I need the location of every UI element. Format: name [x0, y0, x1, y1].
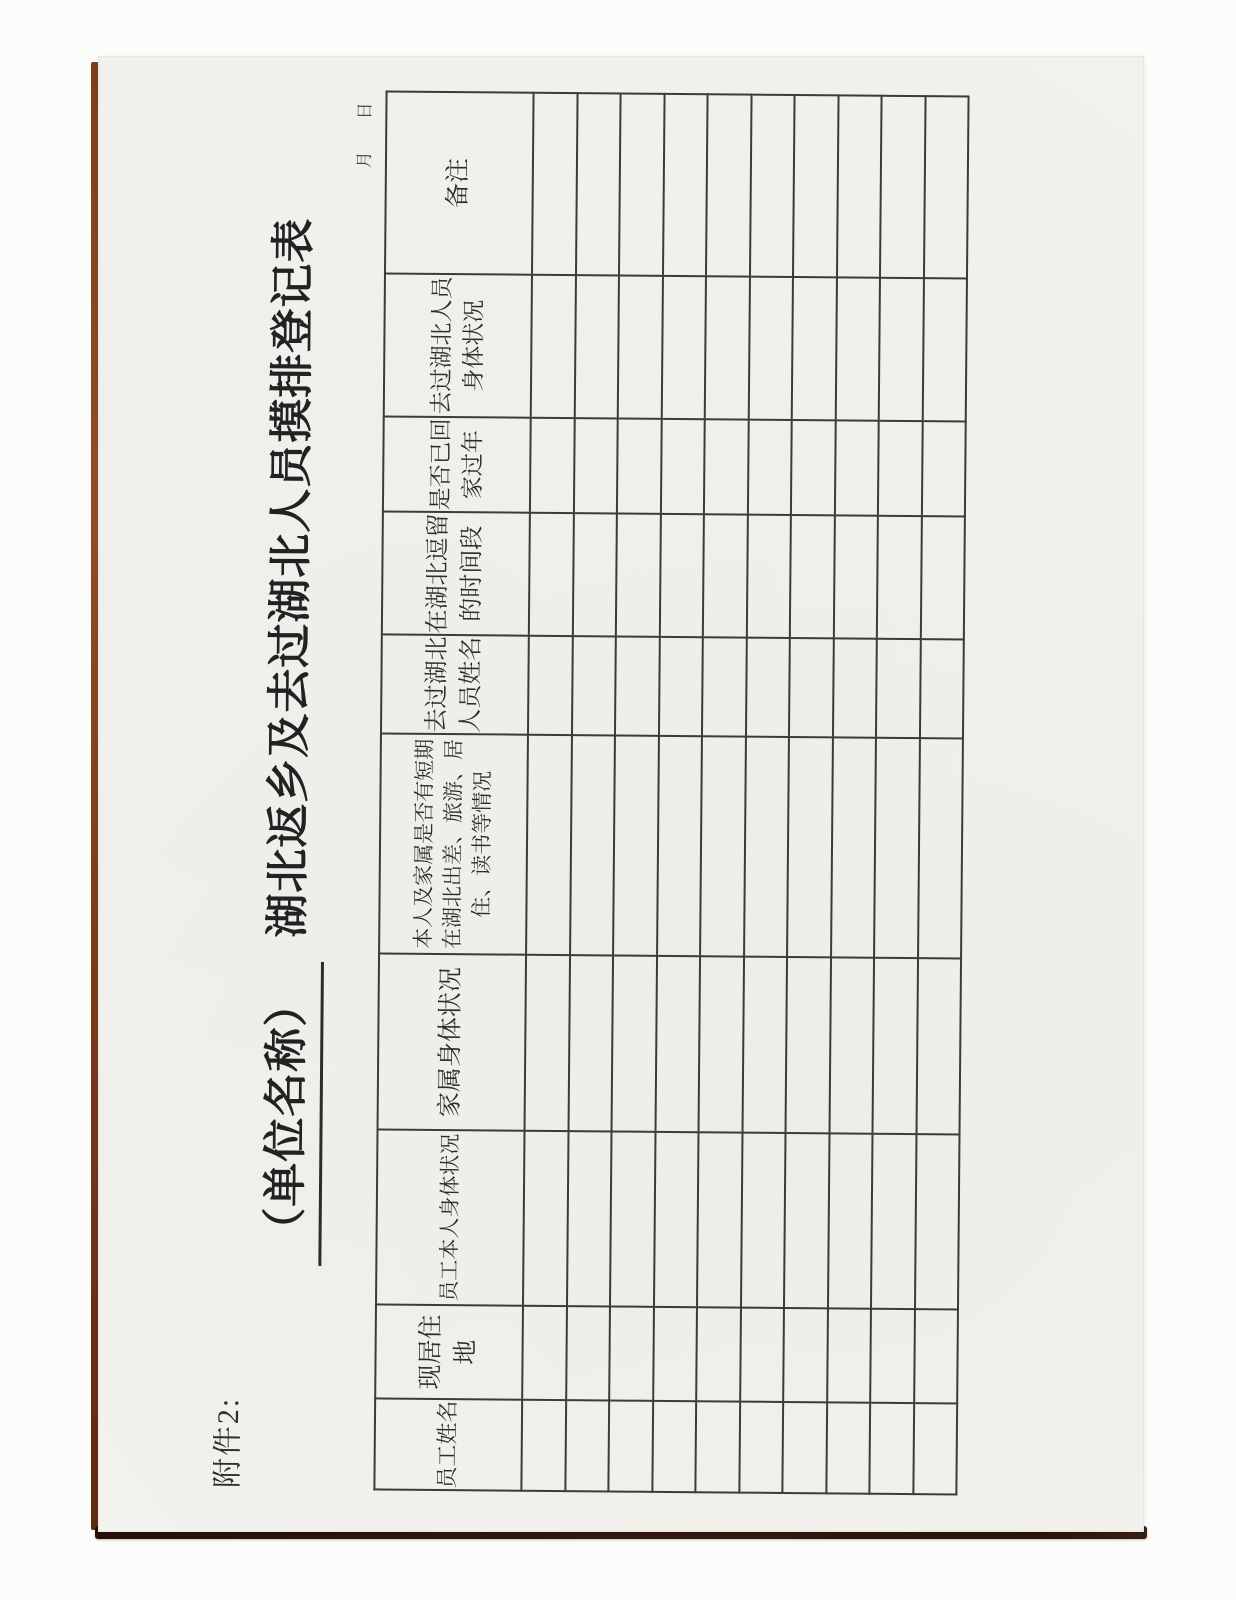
table-cell-empty	[529, 513, 574, 636]
table-cell-empty	[831, 737, 876, 957]
table-cell-empty	[826, 1402, 870, 1493]
document-title	[248, 217, 330, 1266]
table-cell-empty	[832, 638, 876, 737]
table-cell-empty	[572, 513, 617, 636]
table-cell-empty	[662, 94, 707, 276]
table-cell-empty	[914, 1309, 958, 1403]
table-cell-empty	[705, 276, 750, 419]
table-cell-empty	[575, 93, 620, 275]
table-cell-empty	[918, 738, 963, 958]
table-cell-empty	[782, 1402, 826, 1493]
table-cell-empty	[742, 957, 787, 1133]
title-main-text: 湖北返乡及去过湖北人员摸排登记表	[263, 217, 319, 938]
col-header-employee-name: 员工姓名	[374, 1398, 522, 1490]
col-header-returned-for-newyear: 是否已回 家过年	[383, 416, 531, 512]
table-cell-empty	[521, 1400, 565, 1491]
month-label: 月	[354, 151, 375, 169]
table-cell-empty	[660, 419, 704, 514]
table-cell-empty	[655, 956, 700, 1132]
table-cell-empty	[702, 637, 746, 736]
table-cell-empty	[836, 95, 881, 277]
table-cell-empty	[922, 278, 967, 421]
table-cell-empty	[916, 958, 961, 1134]
table-cell-empty	[703, 514, 748, 637]
table-cell-empty	[659, 514, 704, 637]
table-cell-empty	[617, 418, 661, 513]
table-cell-empty	[876, 639, 920, 738]
table-cell-empty	[619, 94, 664, 276]
col-header-current-residence: 现居住 地	[375, 1304, 523, 1399]
table-cell-empty	[920, 516, 965, 639]
table-cell-empty	[827, 1308, 871, 1402]
table-cell-empty	[530, 418, 574, 513]
table-cell-empty	[874, 738, 919, 958]
date-fill-line	[350, 102, 376, 168]
table-cell-empty	[835, 277, 880, 420]
table-cell-empty	[570, 735, 615, 955]
table-cell-empty	[748, 277, 793, 420]
table-cell-empty	[613, 735, 658, 955]
table-cell-empty	[870, 1309, 914, 1403]
table-cell-empty	[608, 1400, 652, 1491]
table-cell-empty	[696, 1307, 740, 1401]
table-cell-empty	[783, 1308, 827, 1402]
table-cell-empty	[873, 958, 918, 1134]
table-cell-empty	[566, 1131, 611, 1306]
table-cell-empty	[923, 96, 968, 278]
table-cell-empty	[568, 955, 613, 1131]
table-cell-empty	[573, 418, 617, 513]
table-cell-empty	[877, 516, 922, 639]
table-cell-empty	[528, 636, 572, 735]
table-cell-empty	[609, 1306, 653, 1400]
table-cell-empty	[526, 735, 571, 955]
table-cell-empty	[745, 638, 789, 737]
col-header-hubei-travel-details: 本人及家属是否有短期 在湖北出差、旅游、居 住、读书等情况	[379, 733, 528, 954]
table-cell-empty	[661, 276, 706, 419]
table-cell-empty	[833, 515, 878, 638]
table-cell-empty	[786, 957, 831, 1133]
table-cell-empty	[740, 1308, 784, 1402]
table-cell-empty	[695, 1401, 739, 1492]
table-cell-empty	[700, 736, 745, 956]
table-cell-empty	[615, 636, 659, 735]
col-header-hubei-visitor-health: 去过湖北人员 身体状况	[384, 273, 532, 417]
table-cell-empty	[699, 956, 744, 1132]
table-cell-empty	[749, 95, 794, 277]
table-cell-empty	[827, 1133, 872, 1308]
table-cell-empty	[869, 1403, 913, 1494]
table-cell-empty	[913, 1403, 957, 1494]
table-cell-empty	[652, 1401, 696, 1492]
table-cell-empty	[879, 278, 924, 421]
table-cell-empty	[618, 275, 663, 418]
table-cell-empty	[790, 515, 835, 638]
table-cell-empty	[921, 421, 965, 516]
table-cell-empty	[610, 1131, 655, 1306]
table-cell-empty	[834, 420, 878, 515]
attachment-label: 附件2:	[211, 1396, 246, 1489]
table-body	[521, 93, 968, 1495]
table-cell-empty	[878, 421, 922, 516]
table-cell-empty	[740, 1133, 785, 1308]
table-header-row	[374, 91, 533, 1490]
table-cell-empty	[747, 420, 791, 515]
table-cell-empty	[653, 1132, 698, 1307]
table-cell-empty	[653, 1307, 697, 1401]
unit-name-blank: （单位名称）	[248, 961, 324, 1266]
table-cell-empty	[571, 636, 615, 735]
table-cell-empty	[532, 93, 577, 275]
table-cell-empty	[792, 277, 837, 420]
table-cell-empty	[523, 1131, 568, 1306]
col-header-remarks: 备注	[385, 91, 534, 274]
table-cell-empty	[565, 1400, 609, 1491]
table-cell-empty	[789, 638, 833, 737]
table-cell-empty	[616, 513, 661, 636]
table-cell-empty	[531, 275, 576, 418]
table-cell-empty	[697, 1132, 742, 1307]
table-cell-empty	[657, 736, 702, 956]
table-cell-empty	[787, 737, 832, 957]
table-cell-empty	[704, 419, 748, 514]
table-cell-empty	[784, 1133, 829, 1308]
col-header-family-health: 家属身体状况	[378, 953, 527, 1130]
table-cell-empty	[793, 95, 838, 277]
table-cell-empty	[744, 737, 789, 957]
col-header-employee-health: 员工本人身体状况	[376, 1129, 525, 1305]
table-cell-empty	[880, 96, 925, 278]
table-cell-empty	[914, 1134, 959, 1309]
table-cell-empty	[525, 955, 570, 1131]
table-cell-empty	[522, 1306, 566, 1400]
table-cell-empty	[871, 1134, 916, 1309]
rotated-document-content	[98, 56, 1157, 1541]
table-cell-empty	[612, 955, 657, 1131]
table-cell-empty	[566, 1306, 610, 1400]
table-cell-empty	[739, 1402, 783, 1493]
table-cell-empty	[706, 94, 751, 276]
col-header-hubei-stay-period: 在湖北逗留 的时间段	[382, 511, 530, 635]
registration-table	[373, 90, 969, 1495]
col-header-hubei-visitor-names: 去过湖北 人员姓名	[381, 634, 529, 734]
table-cell-empty	[574, 275, 619, 418]
table-cell-empty	[658, 637, 702, 736]
table-cell-empty	[746, 515, 791, 638]
table-cell-empty	[829, 957, 874, 1133]
day-label: 日	[355, 102, 375, 120]
table-cell-empty	[791, 420, 835, 515]
table-cell-empty	[919, 639, 963, 738]
